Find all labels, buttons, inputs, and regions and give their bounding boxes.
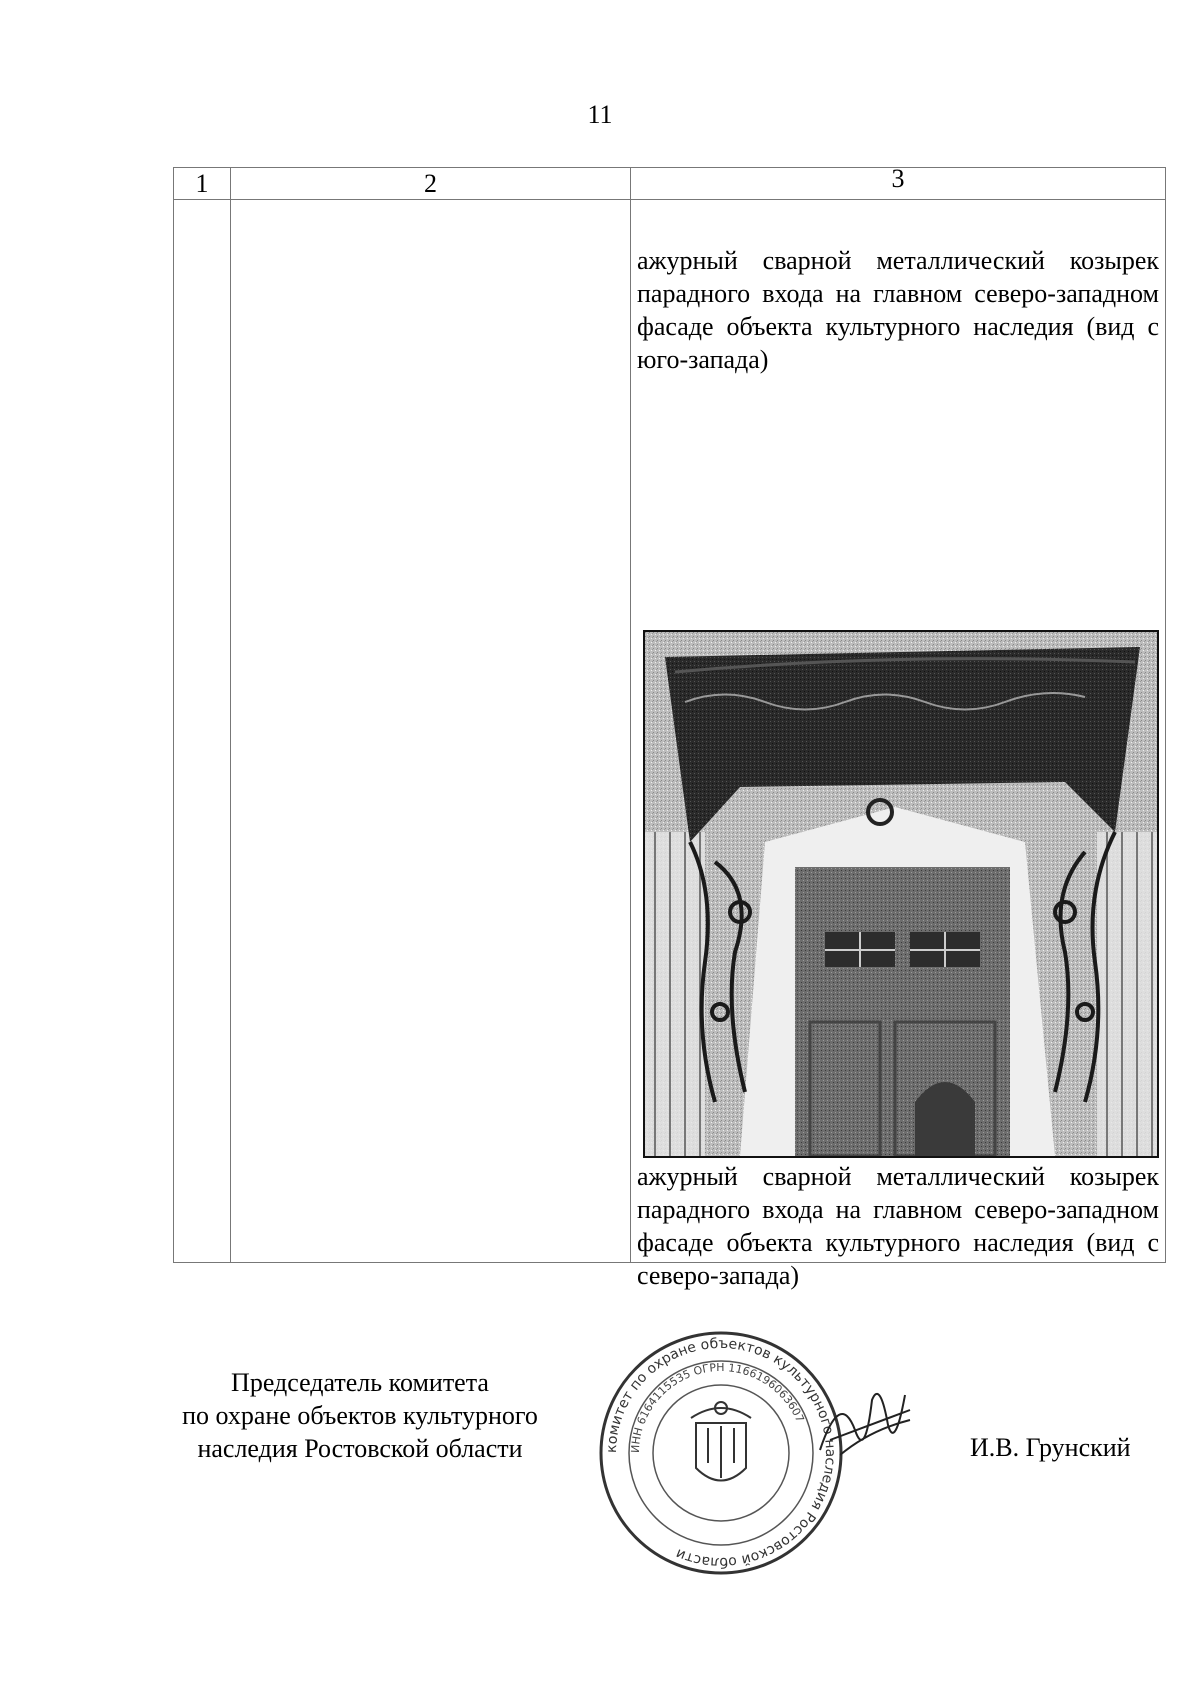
official-seal-stamp (596, 1328, 846, 1578)
header-cell-2: 2 (231, 168, 631, 200)
caption-northwest-view: ажурный сварной металлический козырек парадного входа на главном северо-западном фасаде объекта культурного наследия (вид с северо-запада) (637, 1162, 1159, 1290)
header-cell-3: 3 (631, 168, 1166, 200)
heritage-table (173, 164, 1166, 1290)
page-number: 11 (587, 100, 613, 129)
caption-southwest-view: ажурный сварной металлический козырек парадного входа на главном северо-западном фасаде объекта культурного наследия (вид с юго-запада) (637, 246, 1159, 374)
position-line: наследия Ростовской области (197, 1434, 523, 1463)
canopy-photo (643, 630, 1159, 1158)
coat-of-arms-icon (691, 1402, 751, 1481)
cell-description (631, 200, 1166, 1290)
svg-text:ИНН 6164115535 ОГРН 1166196063: ИНН 6164115535 ОГРН 1166196063607 (628, 1360, 807, 1454)
handwritten-signature (810, 1370, 920, 1480)
position-line: Председатель комитета (231, 1368, 489, 1397)
header-cell-1: 1 (174, 168, 231, 200)
cell-number (174, 200, 231, 1263)
signer-name: И.В. Грунский (970, 1433, 1131, 1462)
table-row (174, 200, 1166, 1263)
table-header-row (174, 168, 1166, 200)
canopy-photo-image (645, 632, 1157, 1156)
signatory-position (150, 1366, 570, 1465)
svg-text:комитет по охране объектов кул: комитет по охране объектов культурного наследия Ростовской области (603, 1335, 839, 1571)
position-line: по охране объектов культурного (182, 1401, 538, 1430)
cell-name (231, 200, 631, 1263)
